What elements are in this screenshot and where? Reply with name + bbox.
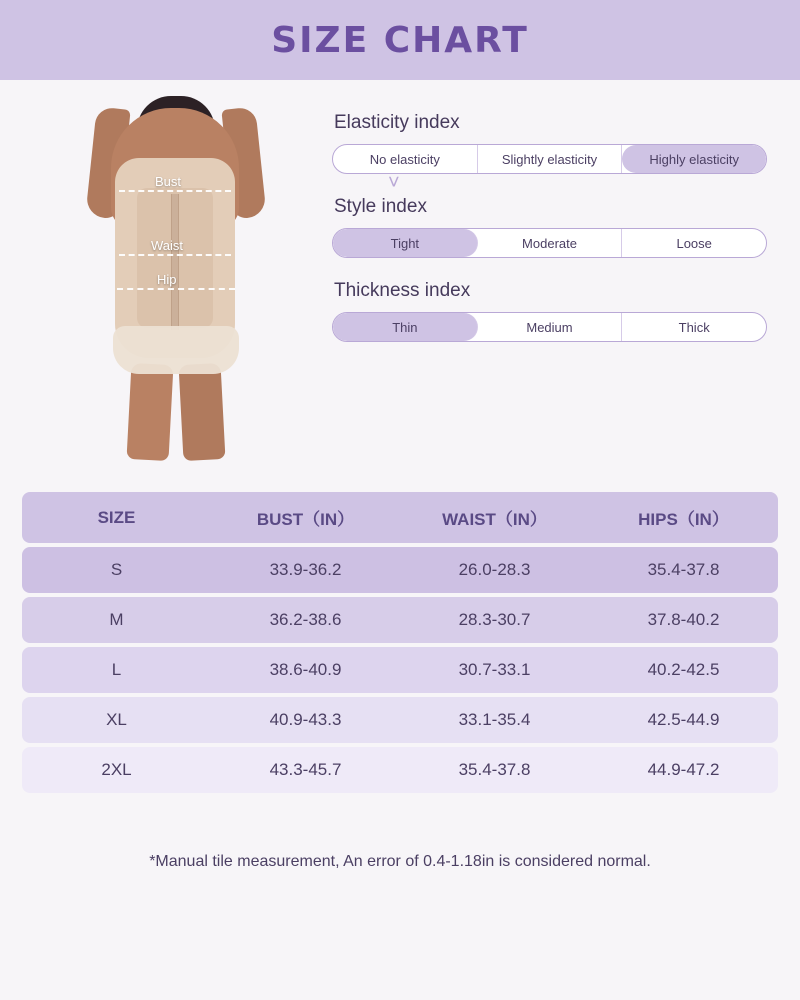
top-section <box>0 80 800 470</box>
size-table-wrapper <box>22 488 778 797</box>
index-panel <box>320 80 800 470</box>
thickness-index-title: Thickness index <box>334 280 471 301</box>
header-waist: WAIST（IN） <box>400 492 589 543</box>
cell-hips: 44.9-47.2 <box>589 747 778 793</box>
garment-lace-trim <box>113 326 239 374</box>
table-row <box>22 747 778 793</box>
cell-waist: 35.4-37.8 <box>400 747 589 793</box>
table-row <box>22 697 778 743</box>
style-option-2[interactable]: Loose <box>676 235 712 251</box>
model-leg-right <box>179 363 226 461</box>
page-title: SIZE CHART <box>271 19 529 61</box>
bust-measure-label: Bust <box>155 174 182 189</box>
elasticity-option-0[interactable]: No elasticity <box>333 145 478 173</box>
cell-size: L <box>22 647 211 693</box>
elasticity-index-bar[interactable] <box>332 144 767 174</box>
cell-waist: 28.3-30.7 <box>400 597 589 643</box>
size-table <box>22 488 778 797</box>
cell-bust: 36.2-38.6 <box>211 597 400 643</box>
hip-measure-line <box>117 288 235 290</box>
measurement-footnote: *Manual tile measurement, An error of 0.4-1.18in is considered normal. <box>149 853 651 870</box>
cell-size: 2XL <box>22 747 211 793</box>
cell-waist: 26.0-28.3 <box>400 547 589 593</box>
cell-hips: 37.8-40.2 <box>589 597 778 643</box>
header-size: SIZE <box>22 492 211 543</box>
size-table-head <box>22 492 778 543</box>
style-index-bar[interactable] <box>332 228 767 258</box>
table-row <box>22 647 778 693</box>
cell-bust: 38.6-40.9 <box>211 647 400 693</box>
model-figure <box>0 80 320 470</box>
cell-bust: 40.9-43.3 <box>211 697 400 743</box>
style-option-1[interactable]: Moderate <box>478 229 623 257</box>
elasticity-index-group <box>332 112 768 174</box>
cell-hips: 35.4-37.8 <box>589 547 778 593</box>
style-index-title: Style index <box>334 196 427 217</box>
cell-bust: 43.3-45.7 <box>211 747 400 793</box>
waist-measure-line <box>119 254 231 256</box>
model-leg-left <box>127 363 174 461</box>
elasticity-index-title: Elasticity index <box>334 112 460 133</box>
cell-size: M <box>22 597 211 643</box>
garment-zipper <box>171 194 179 330</box>
header-hips: HIPS（IN） <box>589 492 778 543</box>
elasticity-option-1[interactable]: Slightly elasticity <box>478 145 623 173</box>
chevron-down-icon: ˅ <box>388 172 400 194</box>
style-index-group <box>332 196 768 258</box>
thickness-option-1[interactable]: Medium <box>478 313 623 341</box>
style-option-0[interactable]: Tight <box>333 229 478 257</box>
hip-measure-label: Hip <box>157 272 177 287</box>
thickness-option-2[interactable]: Thick <box>678 319 710 335</box>
cell-hips: 40.2-42.5 <box>589 647 778 693</box>
table-row <box>22 597 778 643</box>
cell-hips: 42.5-44.9 <box>589 697 778 743</box>
page-header <box>0 0 800 80</box>
elasticity-option-2[interactable]: Highly elasticity <box>622 145 766 173</box>
cell-waist: 33.1-35.4 <box>400 697 589 743</box>
waist-measure-label: Waist <box>151 238 184 253</box>
table-header-row <box>22 492 778 543</box>
thickness-index-bar[interactable] <box>332 312 767 342</box>
thickness-option-0[interactable]: Thin <box>333 313 478 341</box>
cell-size: XL <box>22 697 211 743</box>
size-table-body <box>22 547 778 793</box>
cell-bust: 33.9-36.2 <box>211 547 400 593</box>
bust-measure-line <box>119 190 231 192</box>
cell-waist: 30.7-33.1 <box>400 647 589 693</box>
table-row <box>22 547 778 593</box>
header-bust: BUST（IN） <box>211 492 400 543</box>
cell-size: S <box>22 547 211 593</box>
model-illustration <box>85 108 265 448</box>
thickness-index-group <box>332 280 768 342</box>
